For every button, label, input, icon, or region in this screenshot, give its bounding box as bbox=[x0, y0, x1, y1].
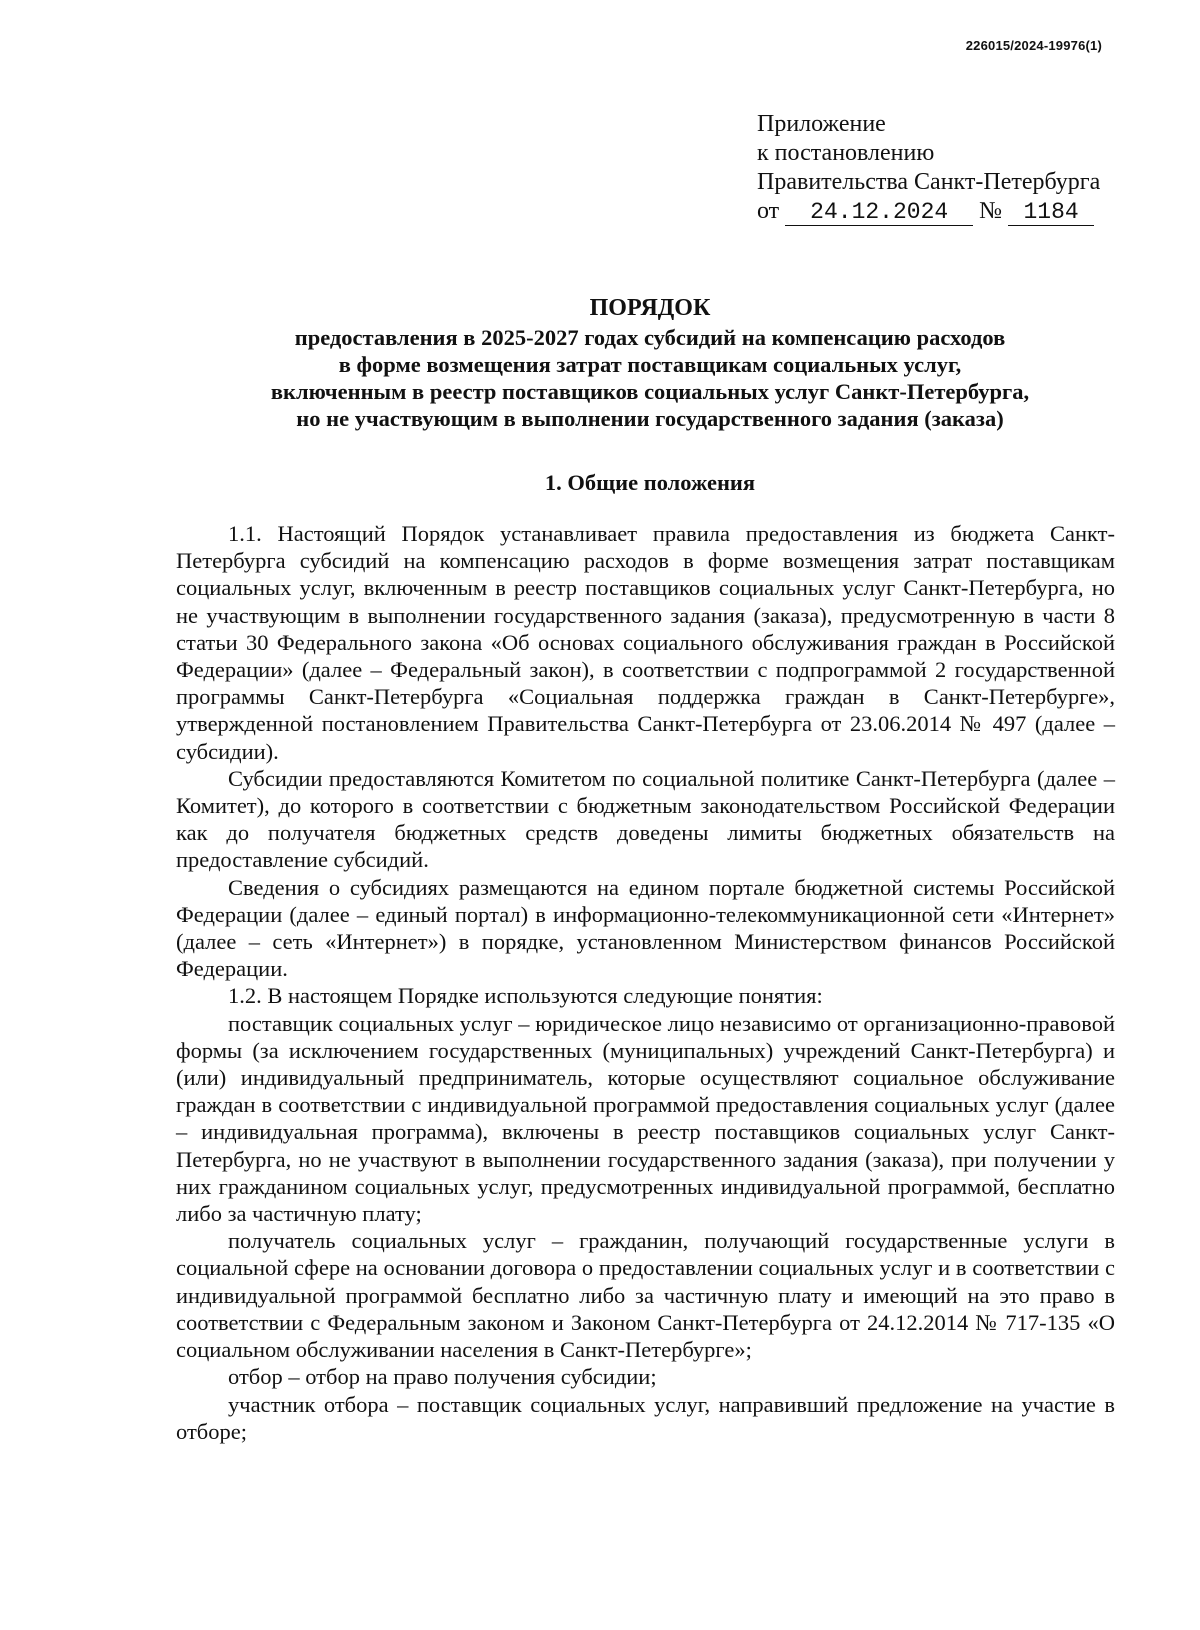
section-heading: 1. Общие положения bbox=[544, 470, 756, 495]
annex-number-label: № bbox=[979, 198, 1003, 224]
annex-date-line bbox=[757, 197, 1100, 226]
annex-date: 24.12.2024 bbox=[785, 199, 973, 226]
annex-from-label: от bbox=[757, 198, 780, 224]
title-line-2: в форме возмещения затрат поставщикам социальных услуг, bbox=[338, 352, 962, 377]
document-title: ПОРЯДОК bbox=[589, 295, 711, 321]
section-body bbox=[176, 520, 1115, 1445]
definition-paragraph: участник отбора – поставщик социальных услуг, направивший предложение на участие в отборе; bbox=[176, 1391, 1115, 1444]
annex-block bbox=[757, 110, 1100, 226]
annex-line-2: к постановлению bbox=[757, 140, 935, 166]
annex-line-1: Приложение bbox=[757, 111, 886, 137]
document-id: 226015/2024-19976(1) bbox=[965, 38, 1102, 53]
annex-number: 1184 bbox=[1008, 199, 1094, 226]
title-line-4: но не участвующим в выполнении государственного задания (заказа) bbox=[296, 406, 1004, 431]
title-line-1: предоставления в 2025-2027 годах субсидий на компенсацию расходов bbox=[294, 325, 1006, 350]
paragraph: Субсидии предоставляются Комитетом по социальной политике Санкт-Петербурга (далее – Комитет), до которого в соответствии с бюджетным законодательством Российской Федерации как до получателя бюджетных средств доведены лимиты бюджетных обязательств на предоставление субсидий. bbox=[176, 765, 1115, 873]
paragraph: 1.2. В настоящем Порядке используются следующие понятия: bbox=[228, 983, 823, 1009]
title-line-3: включенным в реестр поставщиков социальных услуг Санкт-Петербурга, bbox=[270, 379, 1030, 404]
definition-paragraph: отбор – отбор на право получения субсидии; bbox=[228, 1364, 657, 1390]
document-title-block bbox=[150, 295, 1150, 432]
paragraph: 1.1. Настоящий Порядок устанавливает правила предоставления из бюджета Санкт-Петербурга субсидий на компенсацию расходов в форме возмещения затрат поставщикам социальных услуг, включенным в реестр поставщиков социальных услуг Санкт-Петербурга, но не участвующим в выполнении государственного задания (заказа), предусмотренную в части 8 статьи 30 Федерального закона «Об основах социального обслуживания граждан в Российской Федерации» (далее – Федеральный закон), в соответствии с подпрограммой 2 государственной программы Санкт-Петербурга «Социальная поддержка граждан в Санкт-Петербурге», утвержденной постановлением Правительства Санкт-Петербурга от 23.06.2014 № 497 (далее – субсидии). bbox=[176, 521, 1115, 764]
paragraph: Сведения о субсидиях размещаются на едином портале бюджетной системы Российской Федерации (далее – единый портал) в информационно-телекоммуникационной сети «Интернет» (далее – сеть «Интернет») в порядке, установленном Министерством финансов Российской Федерации. bbox=[176, 874, 1115, 982]
definition-paragraph: поставщик социальных услуг – юридическое лицо независимо от организационно-правовой формы (за исключением государственных (муниципальных) учреждений Санкт-Петербурга) и (или) индивидуальный предприниматель, которые осуществляют социальное обслуживание граждан в соответствии с индивидуальной программой предоставления социальных услуг (далее – индивидуальная программа), включены в реестр поставщиков социальных услуг Санкт-Петербурга, но не участвуют в выполнении государственного задания (заказа), при получении у них гражданином социальных услуг, предусмотренных индивидуальной программой, бесплатно либо за частичную плату; bbox=[176, 1010, 1115, 1227]
annex-line-3: Правительства Санкт-Петербурга bbox=[757, 169, 1101, 195]
definition-paragraph: получатель социальных услуг – гражданин, получающий государственные услуги в социальной сфере на основании договора о предоставлении социальных услуг и в соответствии с индивидуальной программой бесплатно либо за частичную плату и имеющий на это право в соответствии с Федеральным законом и Законом Санкт-Петербурга от 24.12.2014 № 717-135 «О социальном обслуживании населения в Санкт-Петербурге»; bbox=[176, 1228, 1115, 1363]
